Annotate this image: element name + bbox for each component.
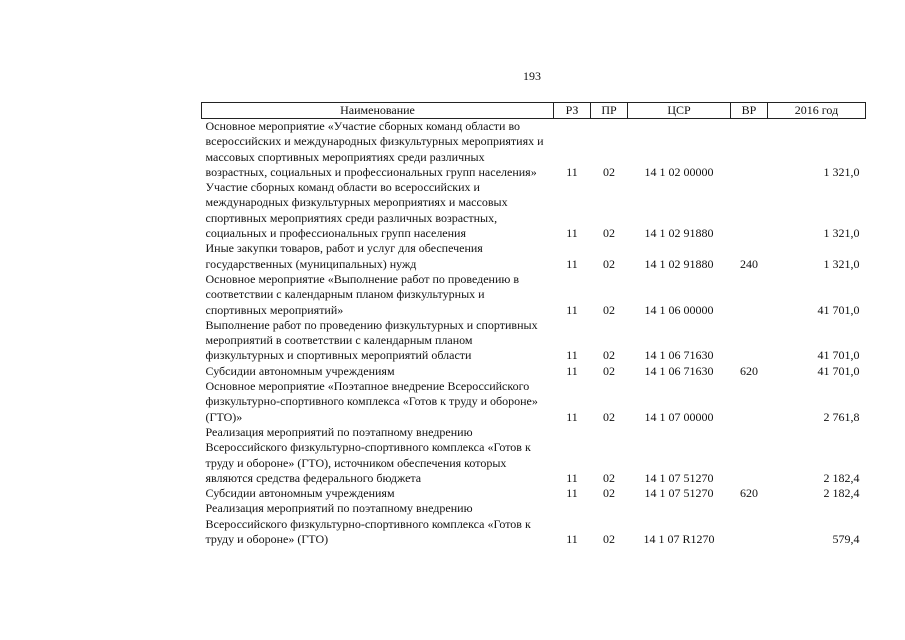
row-amount: 1 321,0 <box>823 164 860 179</box>
row-name: Участие сборных команд области во всероссийских и международных физкультурных мероприятиях и массовых спортивных мероприятиях среди различных возрастных, социальных и профессиональных групп населения <box>205 180 508 241</box>
row-pr: 02 <box>603 363 615 378</box>
row-name: Иные закупки товаров, работ и услуг для обеспечения государственных (муниципальных) нужд <box>205 241 483 271</box>
header-rz: РЗ <box>554 103 591 119</box>
row-vr: 620 <box>740 363 758 378</box>
row-vr <box>731 501 768 547</box>
header-pr: ПР <box>591 103 628 119</box>
row-amount: 41 701,0 <box>817 302 860 317</box>
header-row <box>202 103 866 119</box>
row-pr: 02 <box>603 348 615 363</box>
row-name: Реализация мероприятий по поэтапному внедрению Всероссийского физкультурно-спортивного комплекса «Готов к труду и обороне» (ГТО), источником обеспечения которых являются средства федерального бюджета <box>205 424 531 485</box>
table-row <box>202 486 866 501</box>
row-name: Реализация мероприятий по поэтапному внедрению Всероссийского физкультурно-спортивного комплекса «Готов к труду и обороне» (ГТО) <box>205 501 531 547</box>
row-pr: 02 <box>603 470 615 485</box>
table-row <box>202 180 866 241</box>
row-pr: 02 <box>603 302 615 317</box>
row-csr: 14 1 07 51270 <box>644 470 714 485</box>
table-header <box>202 103 866 119</box>
row-rz: 11 <box>566 486 578 501</box>
table-row <box>202 119 866 181</box>
table-body <box>202 119 866 548</box>
row-amount: 2 182,4 <box>823 486 860 501</box>
row-amount: 2 761,8 <box>823 409 860 424</box>
table-row <box>202 501 866 547</box>
row-rz: 11 <box>566 348 578 363</box>
row-name: Субсидии автономным учреждениям <box>205 486 395 501</box>
row-vr <box>731 180 768 241</box>
row-rz: 11 <box>566 363 578 378</box>
row-rz: 11 <box>566 164 578 179</box>
row-pr: 02 <box>603 226 615 241</box>
row-rz: 11 <box>566 470 578 485</box>
row-csr: 14 1 02 91880 <box>644 226 714 241</box>
row-amount: 579,4 <box>832 532 860 547</box>
row-amount: 2 182,4 <box>823 470 860 485</box>
row-pr: 02 <box>603 256 615 271</box>
row-pr: 02 <box>603 486 615 501</box>
row-rz: 11 <box>566 256 578 271</box>
row-csr: 14 1 07 R1270 <box>643 532 715 547</box>
row-csr: 14 1 02 00000 <box>644 164 714 179</box>
row-csr: 14 1 07 51270 <box>644 486 714 501</box>
row-vr: 240 <box>740 256 758 271</box>
row-pr: 02 <box>603 532 615 547</box>
row-name: Основное мероприятие «Выполнение работ по проведению в соответствии с календарным планом физкультурных и спортивных мероприятий» <box>205 271 520 317</box>
table-row <box>202 318 866 364</box>
row-vr <box>731 425 768 486</box>
table-row <box>202 425 866 486</box>
budget-table <box>201 102 866 547</box>
row-vr <box>731 119 768 181</box>
row-csr: 14 1 06 00000 <box>644 302 714 317</box>
table-row <box>202 364 866 379</box>
table-row <box>202 241 866 272</box>
row-amount: 1 321,0 <box>823 226 860 241</box>
row-csr: 14 1 06 71630 <box>644 363 714 378</box>
row-pr: 02 <box>603 164 615 179</box>
row-vr: 620 <box>740 486 758 501</box>
row-vr <box>731 379 768 425</box>
row-amount: 41 701,0 <box>817 363 860 378</box>
row-rz: 11 <box>566 226 578 241</box>
page-number: 193 <box>523 69 541 83</box>
row-name: Субсидии автономным учреждениям <box>205 363 395 378</box>
row-csr: 14 1 07 00000 <box>644 409 714 424</box>
row-csr: 14 1 06 71630 <box>644 348 714 363</box>
row-vr <box>731 272 768 318</box>
row-rz: 11 <box>566 532 578 547</box>
row-rz: 11 <box>566 409 578 424</box>
row-pr: 02 <box>603 409 615 424</box>
row-name: Основное мероприятие «Поэтапное внедрение Всероссийского физкультурно-спортивного комплекса «Готов к труду и обороне» (ГТО)» <box>205 379 538 424</box>
header-name: Наименование <box>202 103 554 119</box>
row-amount: 41 701,0 <box>817 348 860 363</box>
table-row <box>202 379 866 425</box>
header-csr: ЦСР <box>628 103 731 119</box>
row-vr <box>731 318 768 364</box>
row-csr: 14 1 02 91880 <box>644 256 714 271</box>
header-vr: ВР <box>731 103 768 119</box>
header-year: 2016 год <box>768 103 866 119</box>
row-name: Выполнение работ по проведению физкультурных и спортивных мероприятий в соответствии с календарным планом физкультурных и спортивных мероприятий области <box>205 317 538 363</box>
table-row <box>202 272 866 318</box>
row-name: Основное мероприятие «Участие сборных команд области во всероссийских и международных физкультурных мероприятиях и массовых спортивных мероприятиях среди различных возрастных, социальных и профессиональных групп населения» <box>205 119 544 179</box>
row-rz: 11 <box>566 302 578 317</box>
row-amount: 1 321,0 <box>823 256 860 271</box>
